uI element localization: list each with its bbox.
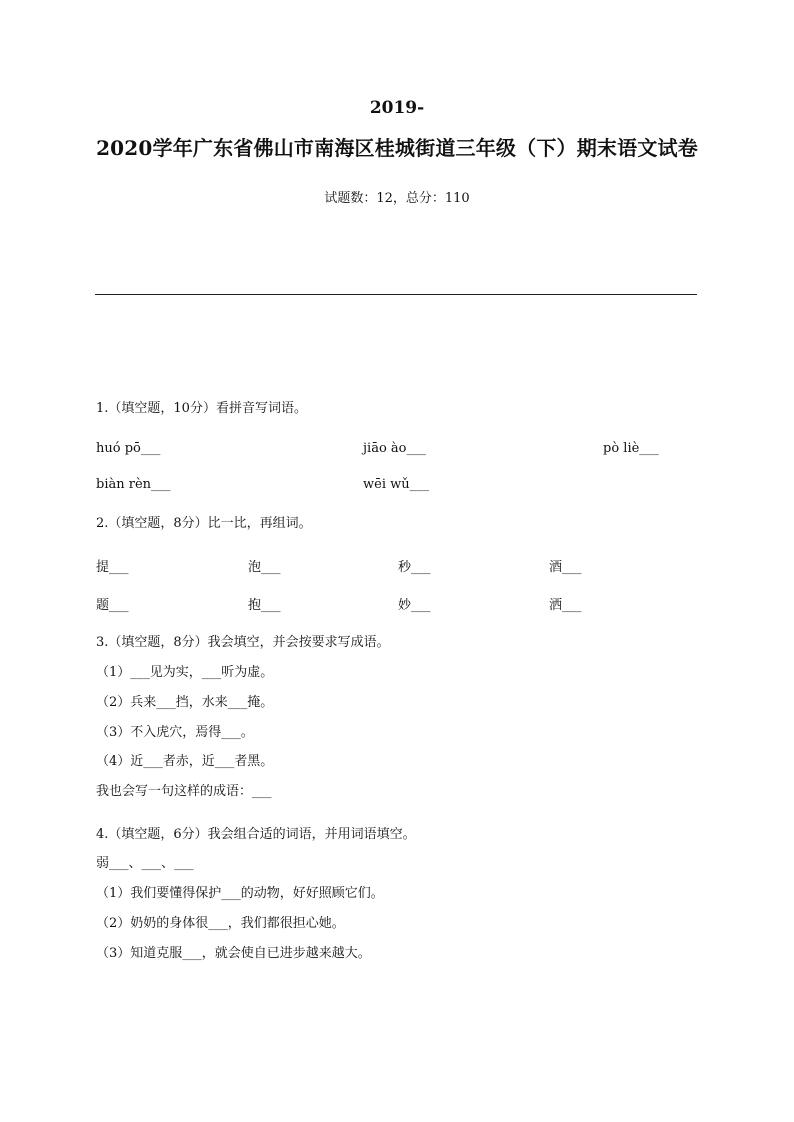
- q1-item-4: biàn rèn___: [96, 477, 171, 492]
- q4-item-3: （2）奶奶的身体很___，我们都很担心她。: [96, 916, 345, 931]
- q3-item-3: （3）不入虎穴，焉得___。: [96, 725, 254, 740]
- question-3-stem: 3.（填空题，8分）我会填空，并会按要求写成语。: [96, 635, 390, 650]
- q3-item-2: （2）兵来___挡，水来___掩。: [96, 695, 274, 710]
- q2-row2-item-2: 抱___: [248, 598, 281, 613]
- q2-row1-item-2: 泡___: [248, 560, 281, 575]
- q2-row1-item-1: 提___: [96, 560, 129, 575]
- exam-meta: 试题数：12，总分：110: [324, 191, 470, 206]
- q1-item-2: jiāo ào___: [363, 441, 426, 456]
- page-title: 2020学年广东省佛山市南海区桂城街道三年级（下）期末语文试卷: [96, 136, 698, 160]
- q2-row2-item-3: 妙___: [398, 598, 431, 613]
- q2-row2-item-4: 洒___: [549, 598, 582, 613]
- q2-row1-item-3: 秒___: [398, 560, 431, 575]
- q3-item-5: 我也会写一句这样的成语：___: [96, 784, 272, 799]
- title-year: 2019-: [369, 98, 425, 118]
- question-4-stem: 4.（填空题，6分）我会组合适的词语，并用词语填空。: [96, 827, 416, 842]
- divider: [95, 294, 697, 295]
- q3-item-4: （4）近___者赤，近___者黑。: [96, 754, 274, 769]
- q1-item-5: wēi wǔ___: [363, 477, 430, 492]
- q4-item-4: （3）知道克服___，就会使自已进步越来越大。: [96, 946, 371, 961]
- q1-item-3: pò liè___: [603, 441, 659, 456]
- q4-item-2: （1）我们要懂得保护___的动物，好好照顾它们。: [96, 886, 384, 901]
- q1-item-1: huó pō___: [96, 441, 161, 456]
- question-1-stem: 1.（填空题，10分）看拼音写词语。: [96, 401, 307, 416]
- q3-item-1: （1）___见为实，___听为虚。: [96, 665, 274, 680]
- q2-row2-item-1: 题___: [96, 598, 129, 613]
- q2-row1-item-4: 酒___: [549, 560, 582, 575]
- question-2-stem: 2.（填空题，8分）比一比，再组词。: [96, 516, 312, 531]
- q4-item-1: 弱___、___、___: [96, 856, 194, 871]
